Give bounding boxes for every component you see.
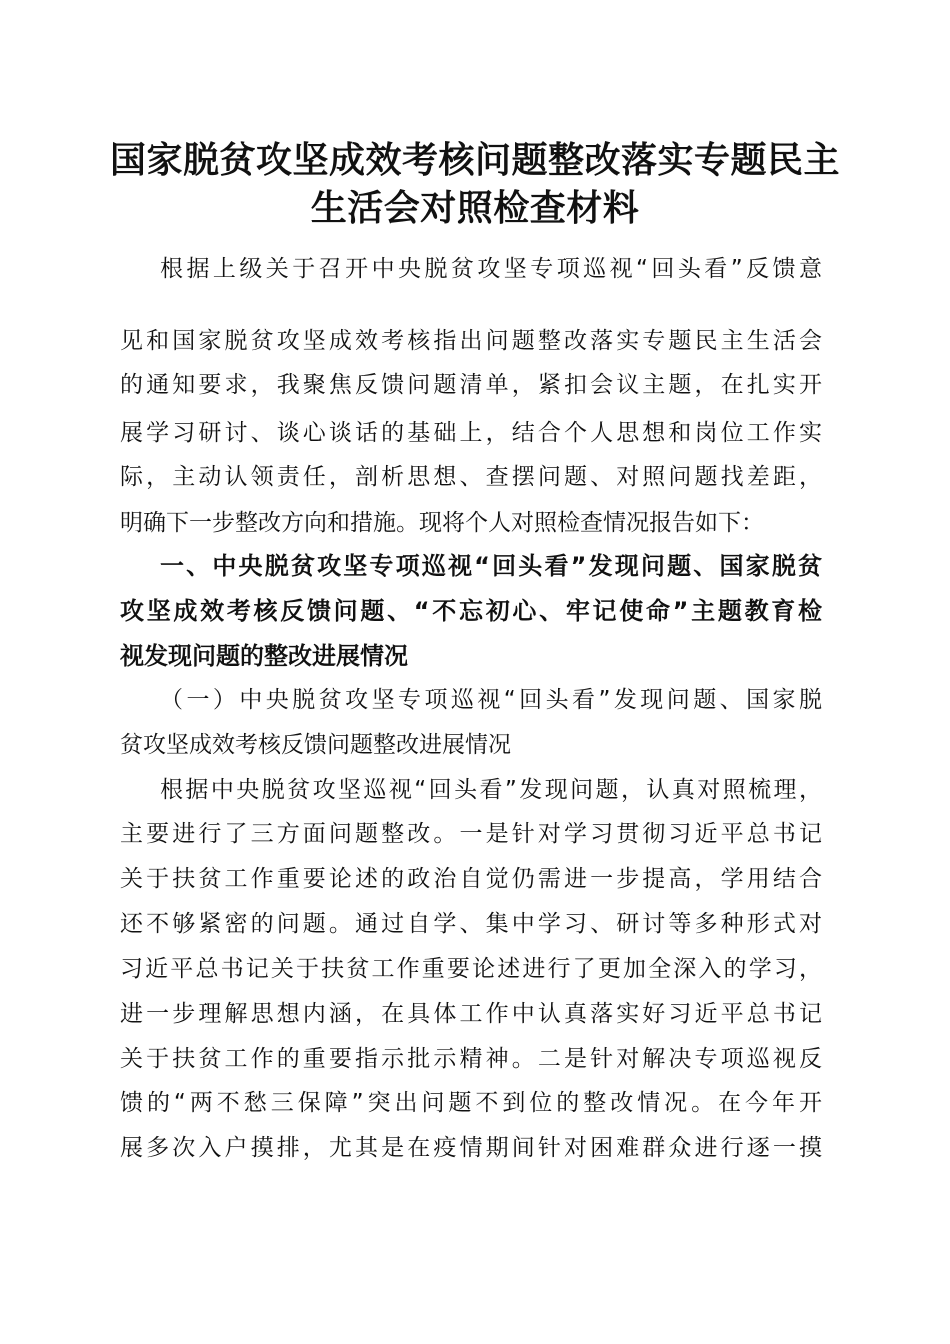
subsection-1-heading-line-2: 贫攻坚成效考核反馈问题整改进展情况 bbox=[120, 732, 511, 758]
body-paragraph-line-3: 关于扶贫工作重要论述的政治自觉仍需进一步提高，学用结合 bbox=[120, 866, 822, 892]
body-paragraph-line-5: 习近平总书记关于扶贫工作重要论述进行了更加全深入的学习， bbox=[120, 956, 822, 982]
intro-paragraph-line-5: 际，主动认领责任，剖析思想、查摆问题、对照问题找差距， bbox=[120, 464, 822, 490]
section-1-heading-line-2: 攻坚成效考核反馈问题、“不忘初心、牢记使命”主题教育检 bbox=[120, 597, 822, 625]
body-paragraph-line-9: 展多次入户摸排，尤其是在疫情期间针对困难群众进行逐一摸 bbox=[120, 1135, 822, 1161]
body-paragraph-line-4: 还不够紧密的问题。通过自学、集中学习、研讨等多种形式对 bbox=[120, 911, 822, 937]
body-paragraph-line-1: 根据中央脱贫攻坚巡视“回头看”发现问题，认真对照梳理， bbox=[160, 777, 822, 803]
section-1-heading-line-3: 视发现问题的整改进展情况 bbox=[120, 642, 408, 670]
body-paragraph-line-2: 主要进行了三方面问题整改。一是针对学习贯彻习近平总书记 bbox=[120, 821, 822, 847]
document-title-line-2: 生活会对照检查材料 bbox=[310, 187, 640, 229]
subsection-1-heading-line-1: （一）中央脱贫攻坚专项巡视“回头看”发现问题、国家脱 bbox=[160, 687, 822, 713]
body-paragraph-line-7: 关于扶贫工作的重要指示批示精神。二是针对解决专项巡视反 bbox=[120, 1046, 822, 1072]
intro-paragraph-line-2: 见和国家脱贫攻坚成效考核指出问题整改落实专题民主生活会 bbox=[120, 328, 822, 354]
intro-paragraph-line-3: 的通知要求，我聚焦反馈问题清单，紧扣会议主题，在扎实开 bbox=[120, 372, 822, 398]
intro-paragraph-line-4: 展学习研讨、谈心谈话的基础上，结合个人思想和岗位工作实 bbox=[120, 420, 822, 446]
intro-paragraph-line-1: 根据上级关于召开中央脱贫攻坚专项巡视“回头看”反馈意 bbox=[160, 256, 822, 282]
section-1-heading-line-1: 一、中央脱贫攻坚专项巡视“回头看”发现问题、国家脱贫 bbox=[160, 552, 822, 580]
body-paragraph-line-8: 馈的“两不愁三保障”突出问题不到位的整改情况。在今年开 bbox=[120, 1090, 822, 1116]
body-paragraph-line-6: 进一步理解思想内涵，在具体工作中认真落实好习近平总书记 bbox=[120, 1001, 822, 1027]
intro-paragraph-line-6: 明确下一步整改方向和措施。现将个人对照检查情况报告如下： bbox=[120, 510, 764, 536]
document-title-line-1: 国家脱贫攻坚成效考核问题整改落实专题民主 bbox=[109, 139, 840, 181]
